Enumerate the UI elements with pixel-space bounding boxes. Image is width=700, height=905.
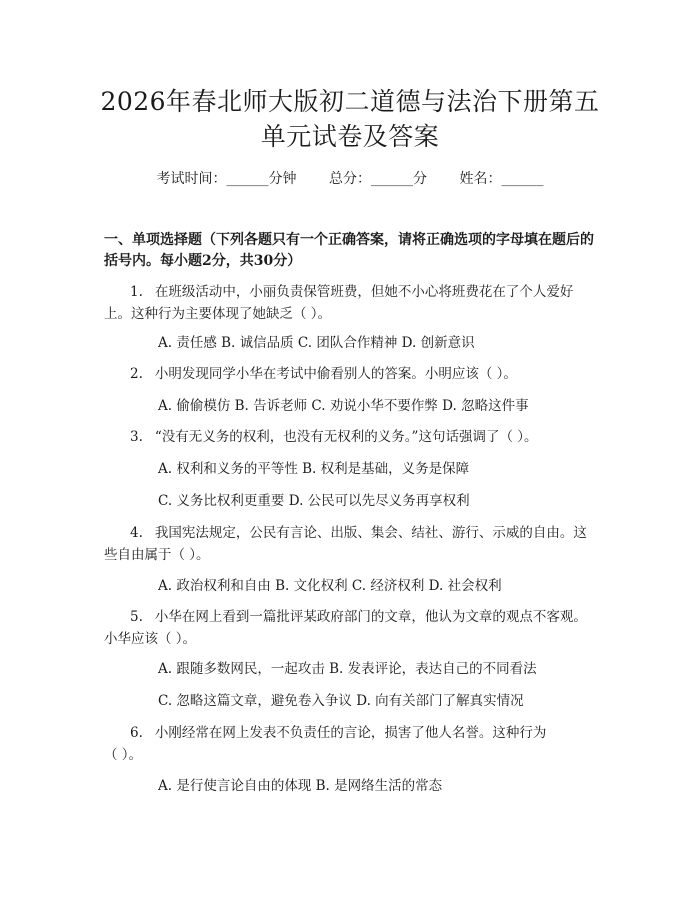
exam-meta xyxy=(0,168,700,188)
section-heading xyxy=(104,230,600,272)
question-4 xyxy=(104,522,600,566)
question-3-options-row2: C. 义务比权利更重要 D. 公民可以先尽义务再享权利 xyxy=(158,493,470,509)
question-5-options-row1: A. 跟随多数网民，一起攻击 B. 发表评论，表达自己的不同看法 xyxy=(158,661,537,677)
question-1-options: A. 责任感 B. 诚信品质 C. 团队合作精神 D. 创新意识 xyxy=(158,335,475,351)
total-score-field: 总分：______分 xyxy=(329,171,427,187)
question-text: 小华在网上看到一篇批评某政府部门的文章，他认为文章的观点不客观。 xyxy=(154,609,587,625)
question-text: 我国宪法规定，公民有言论、出版、集会、结社、游行、示威的自由。这 xyxy=(154,525,587,541)
section-heading-line1: 一、单项选择题（下列各题只有一个正确答案，请将正确选项的字母填在题后的 xyxy=(104,232,594,248)
exam-time-field: 考试时间：______分钟 xyxy=(156,171,297,187)
question-text-cont: 些自由属于（ ）。 xyxy=(104,547,210,563)
question-text: 在班级活动中，小丽负责保管班费，但她不小心将班费花在了个人爱好 xyxy=(154,284,574,300)
question-4-options: A. 政治权利和自由 B. 文化权利 C. 经济权利 D. 社会权利 xyxy=(158,578,502,594)
exam-title-line2: 单元试卷及答案 xyxy=(260,122,440,151)
question-text-cont: 上。这种行为主要体现了她缺乏（ ）。 xyxy=(104,306,332,322)
question-1 xyxy=(104,281,600,325)
question-text-cont: 小华应该（ ）。 xyxy=(104,631,197,647)
student-name-field: 姓名：______ xyxy=(459,171,544,187)
question-number: 5. xyxy=(130,609,143,625)
question-number: 1. xyxy=(130,284,143,300)
question-2-options: A. 偷偷模仿 B. 告诉老师 C. 劝说小华不要作弊 D. 忽略这件事 xyxy=(158,398,529,414)
question-text-cont: （ ）。 xyxy=(104,747,143,763)
question-number: 4. xyxy=(130,525,143,541)
section-heading-line2: 括号内。每小题2分，共30分） xyxy=(104,253,302,269)
exam-title-line1: 2026年春北师大版初二道德与法治下册第五 xyxy=(100,87,600,116)
question-2 xyxy=(104,363,600,385)
question-number: 2. xyxy=(130,366,143,382)
question-3-options-row1: A. 权利和义务的平等性 B. 权利是基础，义务是保障 xyxy=(158,461,470,477)
question-3 xyxy=(104,426,600,448)
question-5-options-row2: C. 忽略这篇文章，避免卷入争议 D. 向有关部门了解真实情况 xyxy=(158,693,524,709)
question-text: 小刚经常在网上发表不负责任的言论，损害了他人名誉。这种行为 xyxy=(154,725,547,741)
question-5 xyxy=(104,606,600,650)
question-number: 3. xyxy=(130,429,143,445)
question-6 xyxy=(104,722,600,766)
question-text: 小明发现同学小华在考试中偷看别人的答案。小明应该（ ）。 xyxy=(154,366,517,382)
question-6-options: A. 是行使言论自由的体现 B. 是网络生活的常态 xyxy=(158,778,443,794)
question-number: 6. xyxy=(130,725,143,741)
question-text: “没有无义务的权利，也没有无权利的义务。”这句话强调了（ ）。 xyxy=(154,429,538,445)
